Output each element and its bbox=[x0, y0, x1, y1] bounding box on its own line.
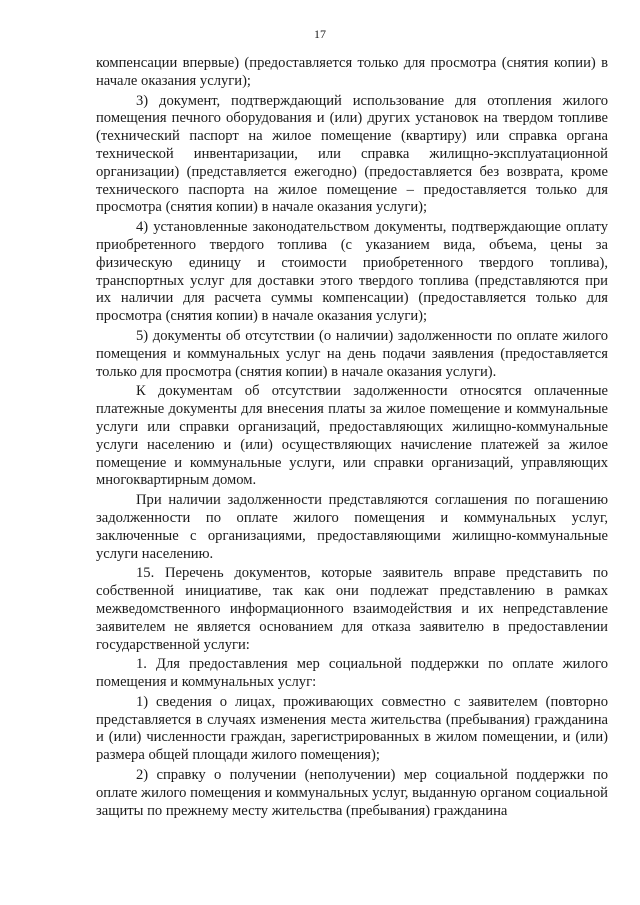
paragraph-item-5: 5) документы об отсутствии (о наличии) задолженности по оплате жилого помещения и коммунальных услуг на день подачи заявления (предоставляется только для просмотра (снятия копии) в начале оказания услуги). bbox=[96, 327, 608, 380]
paragraph-subsection-1: 1. Для предоставления мер социальной поддержки по оплате жилого помещения и коммунальных услуг: bbox=[96, 656, 608, 691]
paragraph-item-3: 3) документ, подтверждающий использование для отопления жилого помещения печного оборудования и (или) других установок на твердом топливе (технический паспорт на жилое помещение (квартиру) или справка органа технической инвентаризации, или справка жилищно-эксплуатационной организации) (представляется ежегодно) (предоставляется без возврата, кроме технического паспорта на жилое помещение – предоставляется только для просмотра (снятия копии) в начале оказания услуги); bbox=[96, 92, 608, 216]
paragraph-debt-agreements: При наличии задолженности представляются соглашения по погашению задолженности по оплате жилого помещения и коммунальных услуг, заключенные с организациями, предоставляющими жилищно-коммунальные услуги населению. bbox=[96, 492, 608, 562]
paragraph-section-15: 15. Перечень документов, которые заявитель вправе представить по собственной инициативе, так как они подлежат представлению в рамках межведомственного информационного взаимодействия и их непредставление заявителем не является основанием для отказа заявителю в предоставлении государственной услуги: bbox=[96, 565, 608, 653]
paragraph-debt-documents: К документам об отсутствии задолженности относятся оплаченные платежные документы для внесения платы за жилое помещение и коммунальные услуги или справки организаций, предоставляющих жилищно-коммунальные услуги населению и (или) осуществляющих начисление платежей за жилое помещение и коммунальные услуги, или справки организаций, управляющих многоквартирным домом. bbox=[96, 383, 608, 489]
paragraph-item-4: 4) установленные законодательством документы, подтверждающие оплату приобретенного твердого топлива (с указанием вида, объема, цены за физическую единицу и стоимости приобретенного твердого топлива), транспортных услуг для доставки этого твердого топлива (представляются при их наличии для расчета суммы компенсации) (предоставляется только для просмотра (снятия копии) в начале оказания услуги); bbox=[96, 219, 608, 325]
paragraph-subitem-2: 2) справку о получении (неполучении) мер социальной поддержки по оплате жилого помещения и коммунальных услуг, выданную органом социальной защиты по прежнему месту жительства (пребывания) гражданина bbox=[96, 767, 608, 819]
document-body bbox=[96, 55, 608, 822]
page-number: 17 bbox=[314, 27, 326, 41]
paragraph-continuation: компенсации впервые) (предоставляется только для просмотра (снятия копии) в начале оказания услуги); bbox=[96, 55, 608, 89]
paragraph-subitem-1: 1) сведения о лицах, проживающих совместно с заявителем (повторно представляется в случаях изменения места жительства (пребывания) гражданина и (или) численности граждан, зарегистрированных в жилом помещении, и (или) размера общей площади жилого помещения); bbox=[96, 693, 608, 764]
